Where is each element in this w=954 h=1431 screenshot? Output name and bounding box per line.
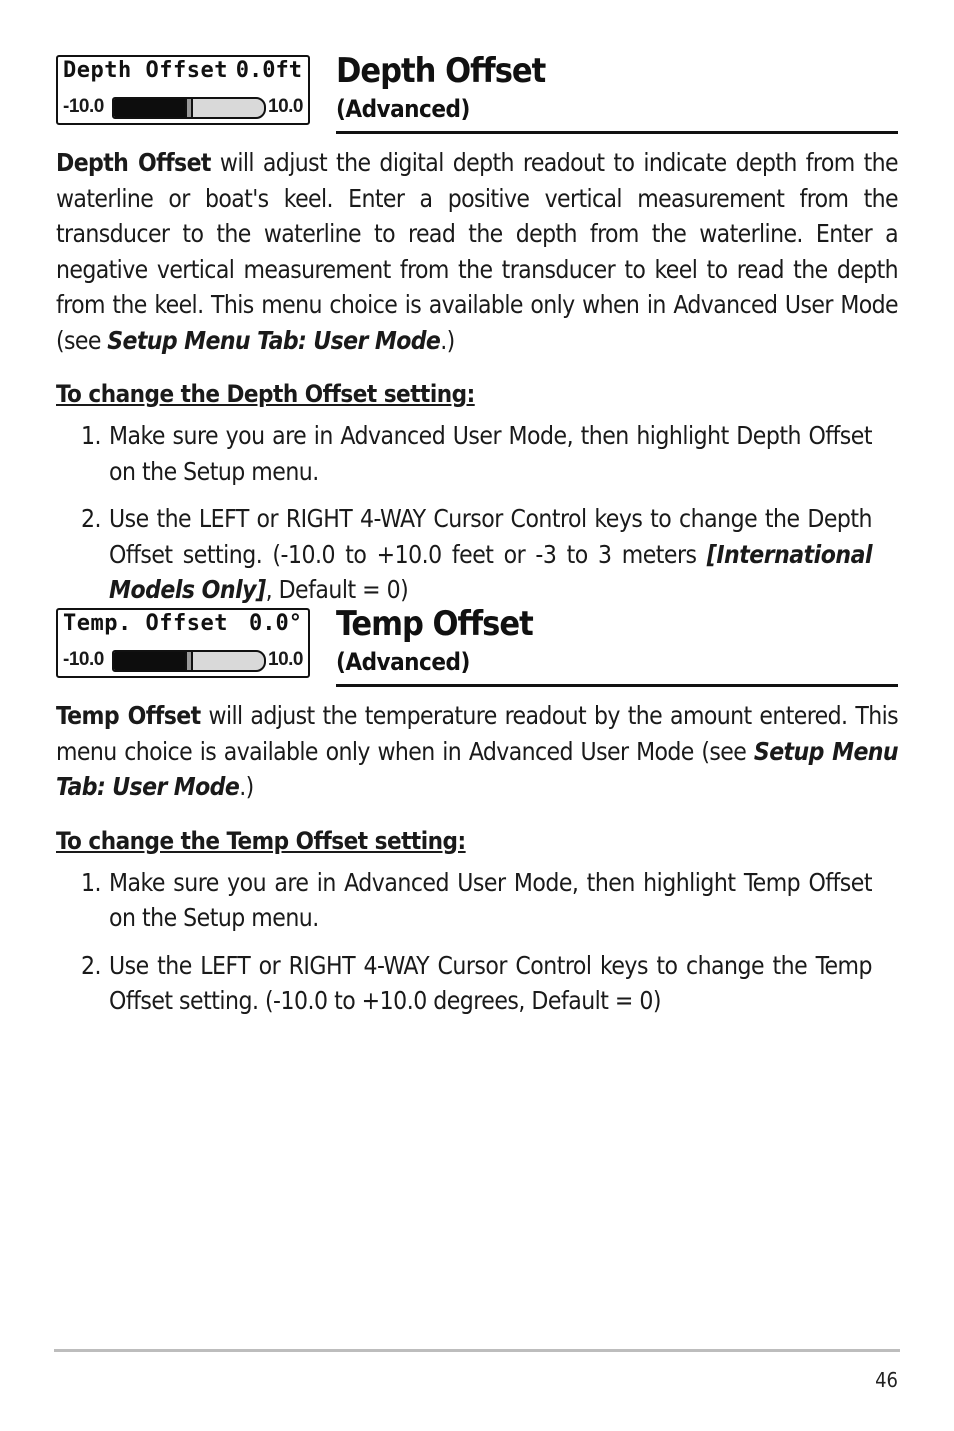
step-text: Use the LEFT or RIGHT 4-WAY Cursor Control keys to change the Depth Offset setting. (-10.0 to +10.0 feet or -3 to 3 meters [109,504,872,569]
temp-offset-header [56,604,898,686]
depth-offset-menu-widget [56,55,310,125]
procedure-steps [56,418,898,608]
procedure-heading: To change the Depth Offset setting: [56,380,475,408]
slider-fill [114,652,185,670]
description-text: will adjust the digital depth readout to indicate depth from the waterline or boat's keel. Enter a positive vertical measurement from the transducer to the waterline to read the depth from the waterline. Enter a negative vertical measurement from the transducer to keel to read the depth from the keel. This menu choice is available only when in Advanced User Mode (see [56,148,898,355]
widget-label: Temp. Offset [63,611,228,636]
step-number: 1. [81,867,102,897]
step-item [56,948,898,1019]
depth-offset-section [56,51,898,608]
procedure-steps [56,865,898,1019]
step-item [56,418,898,489]
depth-offset-slider[interactable] [112,97,266,119]
step-emphasis: [International Models Only] [109,539,872,604]
page-number: 46 [875,1368,898,1392]
step-text: Make sure you are in Advanced User Mode, then highlight Depth Offset on the Setup menu. [109,421,872,486]
description-tail: .) [239,772,254,801]
cross-reference: Setup Menu Tab: User Mode [107,325,441,355]
step-text: Make sure you are in Advanced User Mode, then highlight Temp Offset on the Setup menu. [109,867,872,932]
procedure-heading: To change the Temp Offset setting: [56,826,466,855]
widget-min: -10.0 [63,96,104,117]
cross-reference: Setup Menu Tab: User Mode [56,736,898,801]
step-number: 2. [81,504,102,533]
temp-offset-menu-widget [56,608,310,678]
title-block [336,51,898,134]
widget-max: 10.0 [268,649,303,670]
widget-max: 10.0 [268,96,303,117]
widget-value: 0.0° [249,611,302,636]
term: Depth Offset [56,148,211,177]
section-subtitle: (Advanced) [336,648,470,676]
depth-offset-header [56,51,898,133]
slider-thumb[interactable] [185,97,193,119]
step-item [56,865,898,936]
temp-offset-description [56,698,898,805]
section-title: Temp Offset [336,604,533,644]
step-text: Use the LEFT or RIGHT 4-WAY Cursor Control keys to change the Temp Offset setting. (-10.0 to +10.0 degrees, Default = 0) [109,950,872,1015]
slider-thumb[interactable] [185,650,193,672]
step-item [56,501,898,608]
description-text: will adjust the temperature readout by the amount entered. This menu choice is available only when in Advanced User Mode (see [56,701,898,766]
step-number: 1. [81,421,102,450]
temp-offset-slider[interactable] [112,650,266,672]
slider-fill [114,99,185,117]
title-block [336,604,898,687]
depth-offset-description [56,145,898,358]
step-number: 2. [81,950,102,980]
term: Temp Offset [56,701,201,730]
step-tail: , Default = 0) [265,575,409,604]
footer-rule [54,1349,900,1352]
widget-value: 0.0ft [235,58,302,83]
description-tail: .) [440,325,455,355]
widget-label: Depth Offset [63,58,228,83]
section-subtitle: (Advanced) [336,95,470,123]
widget-min: -10.0 [63,649,104,670]
section-title: Depth Offset [336,51,546,91]
temp-offset-section [56,604,898,1019]
